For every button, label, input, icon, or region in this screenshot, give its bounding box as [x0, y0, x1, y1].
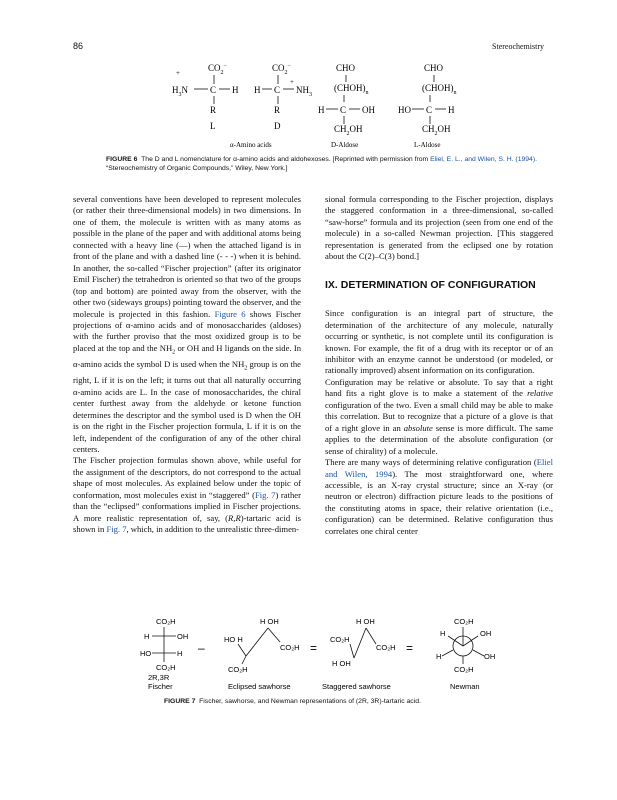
- svg-text:H: H: [440, 629, 446, 638]
- figure-6-link[interactable]: Figure 6: [214, 308, 246, 319]
- figure-7-link[interactable]: Fig. 7: [106, 524, 127, 535]
- fig7-eclipsed: [224, 617, 300, 691]
- fig6-label-l-aldose: L-Aldose: [414, 141, 441, 149]
- svg-text:CO₂H: CO₂H: [280, 643, 300, 652]
- fig7-newman: [436, 617, 495, 691]
- svg-text:CHO: CHO: [336, 63, 356, 73]
- svg-text:Fischer: Fischer: [148, 682, 173, 691]
- fig7-equals-2: =: [406, 641, 414, 655]
- fig6-struct-d-amino: [254, 63, 312, 131]
- svg-text:CO2−: $CO_2^-$: [272, 63, 291, 76]
- svg-text:H: H: [232, 85, 239, 95]
- svg-text:(CHOH)n: $(CHOH)_n$: [334, 83, 369, 96]
- svg-text:CO₂H: CO₂H: [156, 617, 176, 626]
- svg-text:H: H: [318, 105, 325, 115]
- svg-text:CO₂H: CO₂H: [454, 617, 474, 626]
- svg-text:HO: HO: [398, 105, 411, 115]
- svg-text:+: +: [176, 69, 180, 77]
- figure-6: [150, 58, 510, 158]
- svg-text:D: D: [274, 121, 281, 131]
- svg-text:H: H: [144, 632, 150, 641]
- svg-text:H: H: [436, 652, 442, 661]
- fig7-dash: –: [198, 641, 205, 655]
- svg-text:2R,3R: 2R,3R: [148, 673, 170, 682]
- left-paragraph-1: several conventions have been developed to represent molecules (or rather their three-dimensional models) in two dimensions. In one of them, the molecule is written with as many atoms as possible in the plane of the paper and with additional atoms being connected with a heavy line (—) when the attached ligand is in front of the plane and with a dashed line (- - -) when it is behind. In another, the so-called “Fischer projection” (after its originator Emil Fischer) the tetrahedron is oriented so that two of the groups (top and bottom) are pointed away from the observer, with the other two (sideways groups) pointing toward the observer, and the molecule is projected in this fashion. Figure 6 shows Fischer projections of α-amino acids and of monosaccharides (aldoses) with the further proviso that the most oxidized group is to be placed at the top and the $NH_2$ or OH and H ligands on the side. In α-amino acids the symbol D is used when the $NH_2$ group is on the right, L if it is on the left; it turns out that all naturally occurring α-amino acids are L. In the case of monosaccharides, the chiral center furthest away from the aldehyde or ketone function determines the descriptor and the symbol used is D when the OH is on the right in the Fischer projection formula, L if it is on the left, independent of the configuration of any of the other chiral centers.: [73, 194, 301, 454]
- svg-text:OH: OH: [362, 105, 375, 115]
- fig6-label-amino: α-Amino acids: [230, 141, 272, 149]
- fig7-equals-1: =: [310, 641, 318, 655]
- fig6-struct-l-aldose: [398, 63, 457, 137]
- svg-text:OH: OH: [480, 629, 492, 638]
- svg-text:HO: HO: [140, 649, 152, 658]
- citation-link-eliel-wilen-1994[interactable]: Eliel and Wilen, 1994: [325, 457, 553, 479]
- fig6-struct-l-amino: [172, 63, 239, 131]
- svg-text:C: C: [426, 105, 433, 115]
- fig6-struct-d-aldose: [318, 63, 375, 137]
- svg-text:C: C: [210, 85, 217, 95]
- svg-text:R: R: [274, 105, 281, 115]
- left-column: [73, 194, 301, 536]
- figure-7: [130, 614, 530, 694]
- svg-text:CH2OH: $CH_2OH$: [334, 124, 363, 137]
- svg-text:L: L: [210, 121, 216, 131]
- right-paragraph-4: There are many ways of determining relative configuration (Eliel and Wilen, 1994). The most straightforward one, where accessible, is an X-ray crystal structure; since an X-ray (or neutron or electron) diffraction picture leads to the positions of the constituting atoms in space, their relative orientation (i.e., configuration) can be determined. Relative configuration thus correlates one chiral center: [325, 457, 553, 536]
- right-column: [325, 194, 553, 537]
- svg-text:H OH: H OH: [356, 617, 375, 626]
- svg-text:C: C: [274, 85, 281, 95]
- figure-6-caption: FIGURE 6 The D and L nomenclature for α-amino acids and aldohexoses. [Reprinted with permission from Eliel, E. L., and Wilen, S. H. (1994). “Stereochemistry of Organic Compounds,” Wiley, New York.]: [106, 156, 537, 172]
- svg-text:OH: OH: [484, 652, 496, 661]
- svg-text:NH3: $NH_3$: [296, 85, 312, 98]
- svg-text:C: C: [340, 105, 347, 115]
- right-paragraph-1: sional formula corresponding to the Fischer projection, displays the staggered conformation in a three-dimensional, so-called “saw-horse” formula and its projection (seen from one end of the molecule) in a so-called Newman projection. [This staggered representation is generated from the eclipsed one by rotation about the C(2)–C(3) bond.]: [325, 194, 553, 262]
- section-heading: IX. DETERMINATION OF CONFIGURATION: [325, 278, 536, 291]
- fig6-label-d-aldose: D-Aldose: [331, 141, 359, 149]
- right-paragraph-2: Since configuration is an integral part of structure, the determination of the architecture of any molecule, naturally occurring or synthetic, is not complete until its configuration is known. For example, the fit of a drug with its receptor or of an inhibitor with an enzyme cannot be understood (or modeled, or rationally improved) absent information on its configuration.: [325, 308, 553, 376]
- svg-text:H OH: H OH: [260, 617, 279, 626]
- svg-text:CO₂H: CO₂H: [228, 665, 248, 674]
- svg-text:+: +: [290, 78, 294, 86]
- fig7-staggered: [322, 617, 396, 691]
- svg-text:CH2OH: $CH_2OH$: [422, 124, 451, 137]
- svg-text:Staggered sawhorse: Staggered sawhorse: [322, 682, 391, 691]
- svg-text:(CHOH)n: $(CHOH)_n$: [422, 83, 457, 96]
- svg-text:CO₂H: CO₂H: [454, 665, 474, 674]
- svg-text:H OH: H OH: [332, 659, 351, 668]
- right-paragraph-3: Configuration may be relative or absolute. To say that a right hand fits a right glove is to make a statement of the relative configuration of the two. Even a small child may be able to make this correlation. But to recognize that a picture of a glove is that of a right glove in an absolute sense is more difficult. The same applies to the determination of the absolute configuration (or sense of chirality) of a molecule.: [325, 376, 554, 456]
- left-paragraph-2: The Fischer projection formulas shown above, while useful for the assignment of the descriptors, do not correspond to the actual shape of most molecules. As explained below under the topic of conformation, most molecules exist in “staggered” (Fig. 7) rather than the “eclipsed” conformations implied in Fischer projections. A more realistic representation of, say, (R,R)-tartaric acid is shown in Fig. 7, which, in addition to the unrealistic three-dimen-: [73, 455, 301, 535]
- fig7-fischer: [140, 617, 188, 691]
- svg-text:CO₂H: CO₂H: [156, 663, 176, 672]
- svg-text:H: H: [448, 105, 455, 115]
- figure-7-link[interactable]: Fig. 7: [254, 489, 276, 500]
- svg-text:Newman: Newman: [450, 682, 480, 691]
- svg-text:H: H: [177, 649, 183, 658]
- svg-text:Eclipsed sawhorse: Eclipsed sawhorse: [228, 682, 291, 691]
- citation-link-eliel-wilen[interactable]: Eliel, E. L., and Wilen, S. H. (1994).: [430, 156, 537, 163]
- running-title: Stereochemistry: [492, 42, 544, 51]
- svg-text:OH: OH: [177, 632, 189, 641]
- svg-text:R: R: [210, 105, 217, 115]
- svg-text:H: H: [254, 85, 261, 95]
- svg-text:CHO: CHO: [424, 63, 444, 73]
- svg-text:CO2−: $CO_2^-$: [208, 63, 227, 76]
- figure-7-caption: FIGURE 7 Fischer, sawhorse, and Newman representations of (2R, 3R)-tartaric acid.: [164, 698, 421, 705]
- svg-text:HO H: HO H: [224, 635, 243, 644]
- svg-text:CO₂H: CO₂H: [376, 643, 396, 652]
- page-number: 86: [73, 41, 84, 51]
- svg-text:H3N: $H_3N$: [172, 85, 188, 98]
- svg-text:CO₂H: CO₂H: [330, 635, 350, 644]
